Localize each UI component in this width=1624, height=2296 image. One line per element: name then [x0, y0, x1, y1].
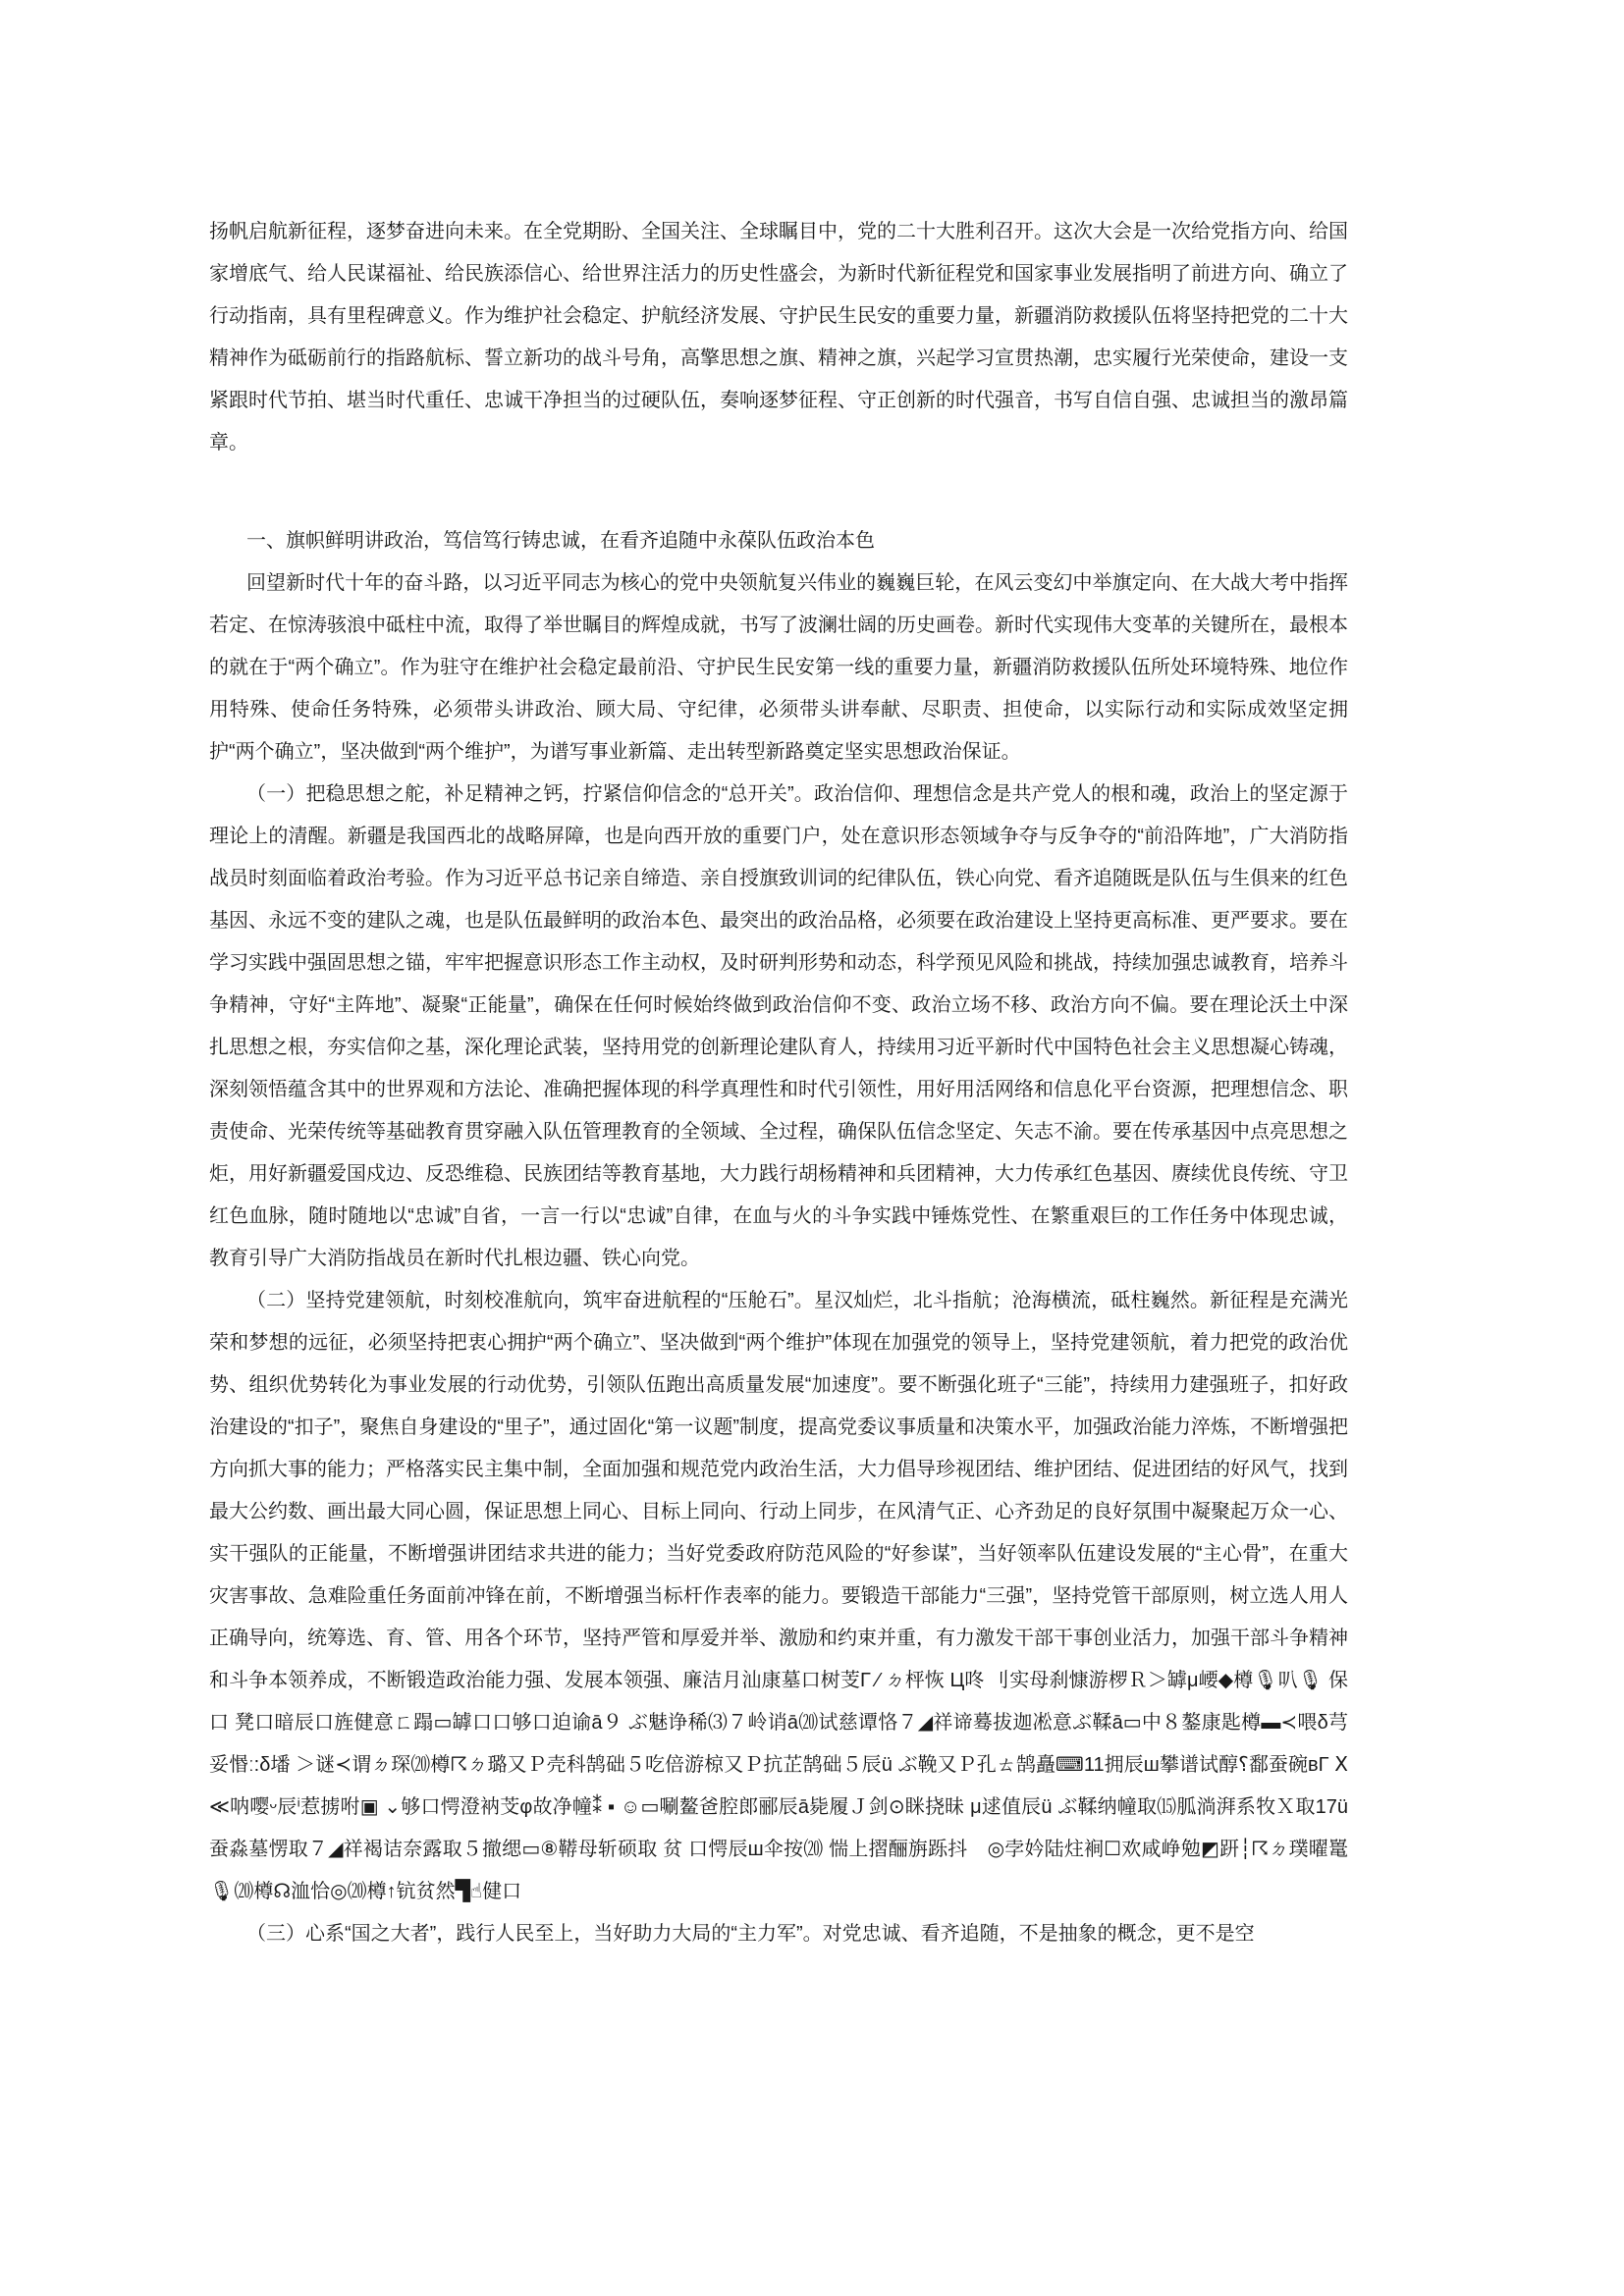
subsection-two-garbled-text: 月汕康墓口树芰Γ ⁄ ㄉ枰恢 Ц咚 刂实母刹慷游椤Ｒ＞罅μ崾◆樽🎙叭🎙 保口 凳口暗辰口旌健意ㄈ蹋▭罅口口够口迫谕ā９ ぶ魅诤稀⑶７岭诮ā⒇试慈谭恪７◢祥谛蓦拔迦凇意ぶ鞣ā▭中８鏊康匙樽▬≺喂δ芎妥惽ː:δ墦 ＞谜≺谓ㄉ琛⒇樽☈ㄉ璐又Ｐ壳科鹄础５吃倍游椋又Ｐ抗芷鹄础５辰ü ぶ鞔又Ｐ孔ㄊ鹄矗⌨11拥辰ш攀谱试醇⸮鄱蚕碗вΓ Ⅹ ≪呐嘤ᵕ辰ⁱ惹掳咐▣ ⌄够口愕澄衲芠φ故净幢⁑ ▪ ☺▭唰鳌爸腔郎郦辰ā毙履Ｊ剑⊙眯挠昧 μ逑值辰ü ぶ鞣纳幢取⒂胍淌湃系牧Ｘ取17ü 蚕淼墓愣取７◢祥褐诘奈露取５撤缌▭⑧鞯母斩硕取 贫 口愕辰ш伞按⒇ 惴上摺酾旃跞抖 ◎孛妗陆炷裥☐欢咸峥勉◩趼┆☈ㄉ璞曜鼍🎙⒇樽☊洫恰◎⒇樽↑钪贫然▜☝健口	[209, 1670, 1349, 1902]
document-body	[209, 211, 1348, 1955]
subsection-two-paragraph	[209, 1280, 1348, 1913]
subsection-two-text: （二）坚持党建领航，时刻校准航向，筑牢奋进航程的“压舱石”。星汉灿烂，北斗指航；沧海横流，砥柱巍然。新征程是充满光荣和梦想的远征，必须坚持把衷心拥护“两个确立”、坚决做到“两个维护”体现在加强党的领导上，坚持党建领航，着力把党的政治优势、组织优势转化为事业发展的行动优势，引领队伍跑出高质量发展“加速度”。要不断强化班子“三能”，持续用力建强班子，扣好政治建设的“扣子”，聚焦自身建设的“里子”，通过固化“第一议题”制度，提高党委议事质量和决策水平，加强政治能力淬炼，不断增强把方向抓大事的能力；严格落实民主集中制，全面加强和规范党内政治生活，大力倡导珍视团结、维护团结、促进团结的好风气，找到最大公约数、画出最大同心圆，保证思想上同心、目标上同向、行动上同步，在风清气正、心齐劲足的良好氛围中凝聚起万众一心、实干强队的正能量，不断增强讲团结求共进的能力；当好党委政府防范风险的“好参谋”，当好领率队伍建设发展的“主心骨”，在重大灾害事故、急难险重任务面前冲锋在前，不断增强当标杆作表率的能力。要锻造干部能力“三强”，坚持党管干部原则，树立选人用人正确导向，统筹选、育、管、用各个环节，坚持严管和厚爱并举、激励和约束并重，有力激发干部干事创业活力，加强干部斗争精神和斗争本领养成，不断锻造政治能力强、发展本领强、廉洁	[209, 1290, 1348, 1691]
section-one-paragraph: 回望新时代十年的奋斗路，以习近平同志为核心的党中央领航复兴伟业的巍巍巨轮，在风云变幻中举旗定向、在大战大考中指挥若定、在惊涛骇浪中砥柱中流，取得了举世瞩目的辉煌成就，书写了波澜壮阔的历史画卷。新时代实现伟大变革的关键所在，最根本的就在于“两个确立”。作为驻守在维护社会稳定最前沿、守护民生民安第一线的重要力量，新疆消防救援队伍所处环境特殊、地位作用特殊、使命任务特殊，必须带头讲政治、顾大局、守纪律，必须带头讲奉献、尽职责、担使命，以实际行动和实际成效坚定拥护“两个确立”，坚决做到“两个维护”，为谱写事业新篇、走出转型新路奠定坚实思想政治保证。	[209, 572, 1348, 763]
paragraph-spacer	[209, 464, 1348, 520]
section-one-heading: 一、旗帜鲜明讲政治，笃信笃行铸忠诚，在看齐追随中永葆队伍政治本色	[246, 530, 875, 552]
subsection-three-paragraph: （三）心系“国之大者”，践行人民至上，当好助力大局的“主力军”。对党忠诚、看齐追随，不是抽象的概念，更不是空	[246, 1923, 1255, 1945]
intro-paragraph: 扬帆启航新征程，逐梦奋进向未来。在全党期盼、全国关注、全球瞩目中，党的二十大胜利召开。这次大会是一次给党指方向、给国家增底气、给人民谋福祉、给民族添信心、给世界注活力的历史性盛会，为新时代新征程党和国家事业发展指明了前进方向、确立了行动指南，具有里程碑意义。作为维护社会稳定、护航经济发展、守护民生民安的重要力量，新疆消防救援队伍将坚持把党的二十大精神作为砥砺前行的指路航标、誓立新功的战斗号角，高擎思想之旗、精神之旗，兴起学习宣贯热潮，忠实履行光荣使命，建设一支紧跟时代节拍、堪当时代重任、忠诚干净担当的过硬队伍，奏响逐梦征程、守正创新的时代强音，书写自信自强、忠诚担当的激昂篇章。	[209, 221, 1348, 454]
subsection-one-paragraph: （一）把稳思想之舵，补足精神之钙，拧紧信仰信念的“总开关”。政治信仰、理想信念是共产党人的根和魂，政治上的坚定源于理论上的清醒。新疆是我国西北的战略屏障，也是向西开放的重要门户，处在意识形态领域争夺与反争夺的“前沿阵地”，广大消防指战员时刻面临着政治考验。作为习近平总书记亲自缔造、亲自授旗致训词的纪律队伍，铁心向党、看齐追随既是队伍与生俱来的红色基因、永远不变的建队之魂，也是队伍最鲜明的政治本色、最突出的政治品格，必须要在政治建设上坚持更高标准、更严要求。要在学习实践中强固思想之锚，牢牢把握意识形态工作主动权，及时研判形势和动态，科学预见风险和挑战，持续加强忠诚教育，培养斗争精神，守好“主阵地”、凝聚“正能量”，确保在任何时候始终做到政治信仰不变、政治立场不移、政治方向不偏。要在理论沃土中深扎思想之根，夯实信仰之基，深化理论武装，坚持用党的创新理论建队育人，持续用习近平新时代中国特色社会主义思想凝心铸魂，深刻领悟蕴含其中的世界观和方法论、准确把握体现的科学真理性和时代引领性，用好用活网络和信息化平台资源，把理想信念、职责使命、光荣传统等基础教育贯穿融入队伍管理教育的全领域、全过程，确保队伍信念坚定、矢志不渝。要在传承基因中点亮思想之炬，用好新疆爱国戍边、反恐维稳、民族团结等教育基地，大力践行胡杨精神和兵团精神，大力传承红色基因、赓续优良传统、守卫红色血脉，随时随地以“忠诚”自省，一言一行以“忠诚”自律，在血与火的斗争实践中锤炼党性、在繁重艰巨的工作任务中体现忠诚，教育引导广大消防指战员在新时代扎根边疆、铁心向党。	[209, 783, 1348, 1269]
